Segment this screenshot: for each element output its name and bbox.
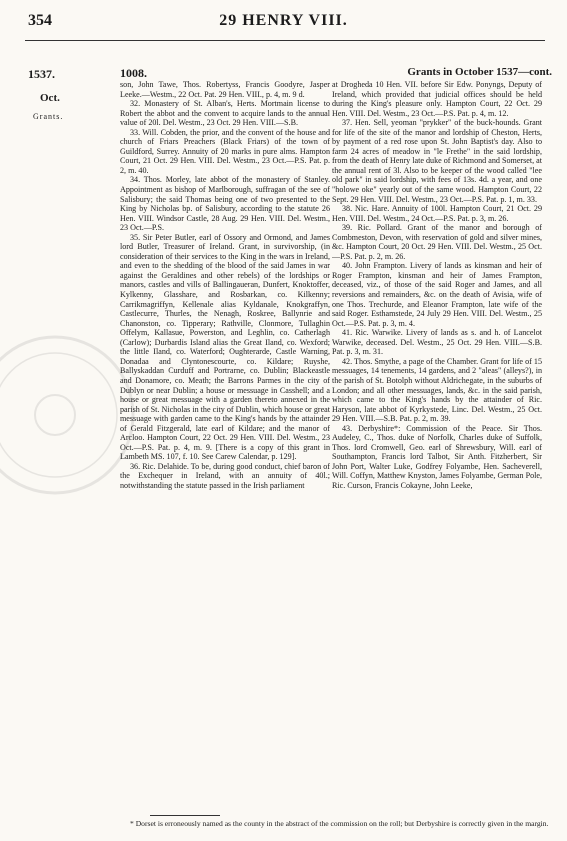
section-title: Grants in October 1537—cont. — [407, 66, 552, 78]
paragraph: 40. John Frampton. Livery of lands as kinsman and heir of Roger Frampton, kinsman and heir of James Frampton, deceased, viz., of those of the said Roger and James, and all reversions and remainders, &c. on the death of Avisia, wife of one Thos. Trechurde, and Eleanor Frampton, late wife of the said Roger. Esthamstede, 24 July 29 Hen. VIII. Del. Westm., 25 Oct.—P.S. Pat. p. 3, m. 4. — [332, 261, 542, 328]
library-stamp-watermark — [0, 330, 140, 500]
paragraph: 32. Monastery of St. Alban's, Herts. Mortmain license to Robert the abbot and the convent to acquire lands to the annual value of 20l. Del. Westm., 23 Oct. 29 Hen. VIII.—S.B. — [120, 99, 330, 128]
footnote-rule — [150, 815, 220, 816]
paragraph: 39. Ric. Pollard. Grant of the manor and borough of Combmeston, Devon, with reservation of gold and silver mines, &c. Hampton Court, 20 Oct. 29 Hen. VIII. Del. Westm., 25 Oct.—P.S. Pat. p. 2, m. 26. — [332, 223, 542, 261]
paragraph: 36. Ric. Delahide. To be, during good conduct, chief baron of the Exchequer in Ireland, with an annuity of 40l.; notwithstanding the statute passed in the Irish parliament — [120, 461, 330, 490]
page-header — [0, 12, 567, 32]
paragraph: 38. Nic. Hare. Annuity of 100l. Hampton Court, 21 Oct. 29 Hen. VIII. Del. Westm., 24 Oct.—P.S. Pat. p. 3, m. 26. — [332, 204, 542, 223]
footnote: * Dorset is erroneously named as the county in the abstract of the commission on the roll; but Derbyshire is correctly given in the margin. — [130, 819, 549, 828]
paragraph: 35. Sir Peter Butler, earl of Ossory and Ormond, and James lord Butler, Treasurer of Ireland. Grant, in survivorship, (in consideration of their services to the King in the wars in Ireland, and even to the shedding of the blood of the said James in war against the Geraldines and other rebels) of the lordships or manors, castles and vills of Ballingaueran, Dunfert, Knoktoffer, Kylkenny, Glasshare, and Rosbarkan, co. Kilkenny; Carrikmagriffyn, Kellenale alias Kyldanale, Knokgraffyn, Castlecurre, Thurles, the Nenagh, Roskree, Ballynrie and Chanonston, co. Tipperary; Rathville, Clonmore, Tullaghin Offelym, Kallasue, Powerston, and Leghlin, co. Catherlagh (Carlow); Durbardis Island alias the Great Iland, co. Wexford; the little Iland, co. Waterford; Oughterarde, Castle Warning, Donadaa and Clyntonescourte, co. Kildare; Ruyshe, Ballyskaddan Curduff and Portrarne, co. Dublin; Blackeastle and Donamore, co. Meath; the Barrons Parmes in the city of Dublyn or near Dublin; a house or messuage in Casshell; and a house or great messuage with a garden thereto annexed in the parish of St. Nicholas in the city of Dublin, which house or great messuage with garden came to the King's hands by the attainder of Gerald Fitzgerald, late earl of Kildare; and the manor of Arcloo. Hampton Court, 22 Oct. 29 Hen. VIII. Del. Westm., 23 Oct.—P.S. Pat. p. 4, m. 9. [There is a copy of this grant in Lambeth MS. 107, f. 10. See Carew Calendar, p. 129]. — [120, 232, 330, 462]
header-rule — [25, 40, 545, 41]
running-title: 29 HENRY VIII. — [219, 12, 348, 29]
margin-month: Oct. — [40, 92, 60, 104]
entry-number: 1008. — [120, 66, 147, 80]
paragraph: 43. Derbyshire*: Commission of the Peace. Sir Thos. Audeley, C., Thos. duke of Norfolk, Charles duke of Suffolk, Thos. lord Cromwell, Geo. earl of Shrewsbury, Will. earl of Southampton, Francis lord Talbot, Sir Anth. Fitzherbert, Sir John Port, Walter Luke, Godfrey Folyambe, Hen. Sacheverell, Will. Coffyn, Matthew Knyston, James Folyambe, German Pole, Ric. Curson, Francis Cokayne, John Leeke, — [332, 423, 542, 490]
paragraph: 42. Thos. Smythe, a page of the Chamber. Grant for life of 15 messuages, 14 tenements, 14 gardens, and 2 "aleas" (alleys?), in the parish of St. Botolph without Aldrichegate, in the suburbs of London; and all other messuages, lands, &c. in the said parish, which came to the King's hands by the attainder of Ric. Haryson, late abbot of Kyrkystede, Linc. Del. Westm., 25 Oct. 29 Hen. VIII.—S.B. Pat. p. 2, m. 39. — [332, 356, 542, 424]
right-column — [332, 80, 542, 810]
page-number: 354 — [28, 12, 52, 29]
margin-year: 1537. — [28, 67, 55, 81]
paragraph: 37. Hen. Sell, yeoman "prykker" of the buck-hounds. Grant for life of the site of the manor and lordship of Cheston, Herts, by payment of a red rose upon St. John Baptist's day. Also to farm 24 acres of meadow in "le Frethe" in the said lordship, from the death of Henry late duke of Richmond and Somerset, at the annual rent of 3l. Also to be keeper of the wood called "lee old park" in said lordship, with fees of 13s. 4d. a year, and one "holowe oke" yearly out of the same wood. Hampton Court, 22 Sept. 29 Hen. VIII. Del. Westm., 23 Oct.—P.S. Pat. p. 1, m. 33. — [332, 118, 542, 204]
left-column — [120, 80, 330, 810]
margin-section-label: Grants. — [33, 112, 64, 121]
paragraph: at Drogheda 10 Hen. VII. before Sir Edw. Ponyngs, Deputy of Ireland, which provided that judicial offices should be held during the King's pleasure only. Hampton Court, 22 Oct. 29 Hen. VIII. Del. Westm., 23 Oct.—P.S. Pat. p. 4, m. 12. — [332, 80, 542, 118]
paragraph: 41. Ric. Warwike. Livery of lands as s. and h. of Lancelot Warwike, deceased. Del. Westm., 25 Oct. 29 Hen. VIII.—S.B. Pat. p. 3, m. 31. — [332, 328, 542, 357]
paragraph: 33. Will. Cobden, the prior, and the convent of the house and church of Friars Preachers (Black Friars) of the town of Guildford, Surrey. Annuity of 20 marks in pure alms. Hampton Court, 21 Oct. 29 Hen. VIII. Del. Westm., 23 Oct.—P.S. Pat. p. 2, m. 40. — [120, 127, 330, 175]
paragraph: 34. Thos. Morley, late abbot of the monastery of Stanley. Appointment as bishop of Marlborough, suffragan of the see of Salisbury; the said Thomas being one of two presented to the King by Nicholas bp. of Salisbury, according to the statute 26 Hen. VIII. Windsor Castle, 28 Aug. 29 Hen. VIII. Del. Westm., 23 Oct.—P.S. — [120, 175, 330, 233]
paragraph: son, John Tawe, Thos. Robertyss, Francis Goodyre, Jasper Leeke.—Westm., 22 Oct. Pat. 29 Hen. VIII., p. 4, m. 9 d. — [120, 80, 330, 99]
